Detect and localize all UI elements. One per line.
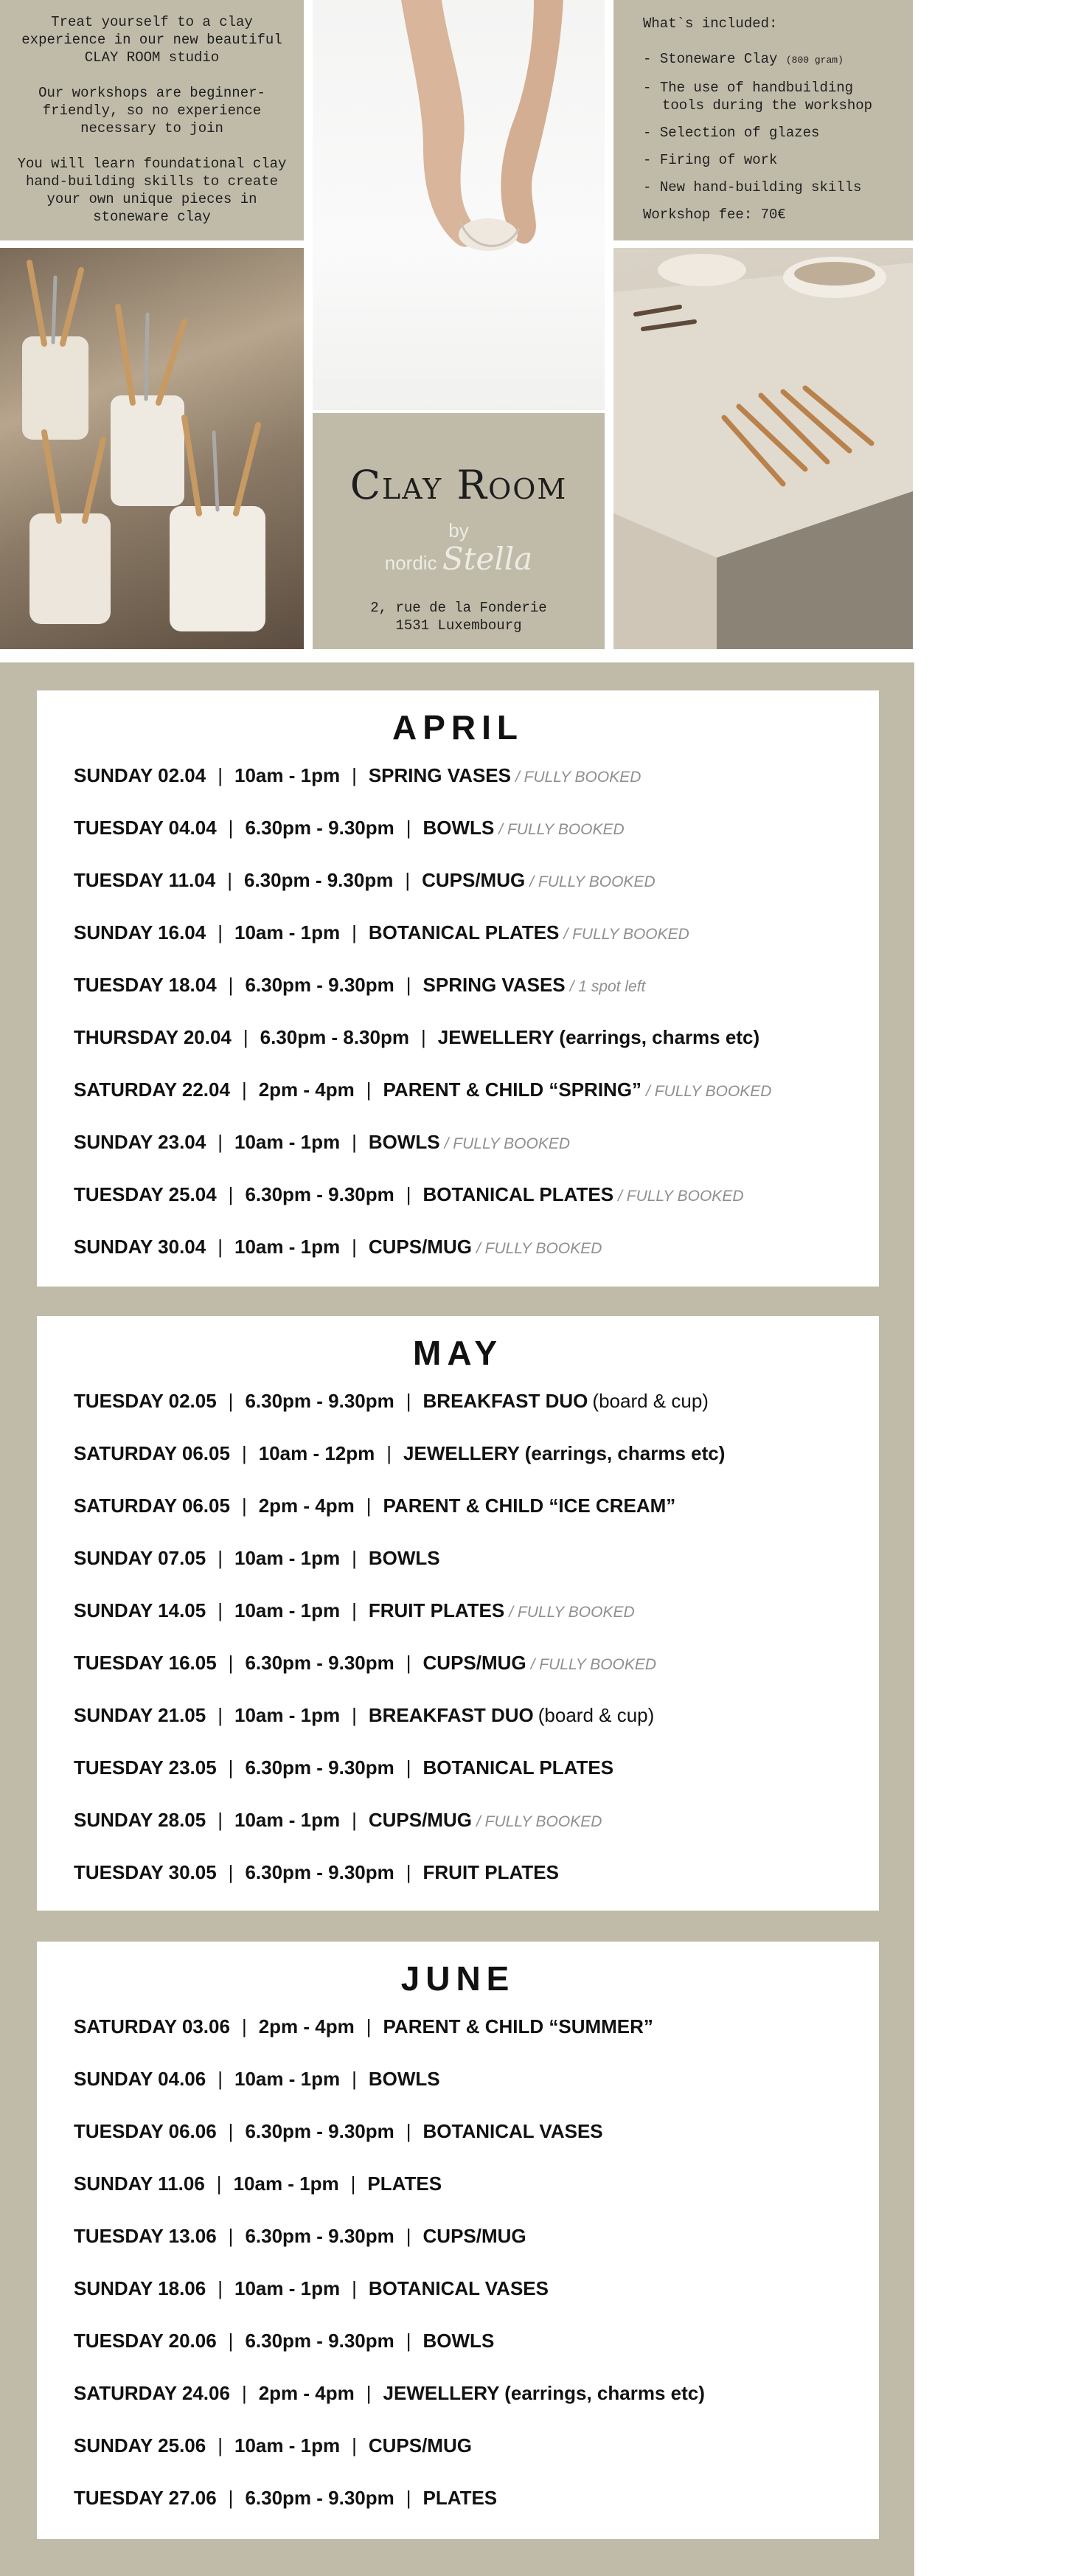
separator: | (218, 1599, 223, 1621)
event-date: TUESDAY 27.06 (74, 2487, 217, 2509)
event-title: CUPS/MUG (422, 869, 526, 891)
event-row (74, 2210, 879, 2262)
event-row (74, 1794, 879, 1846)
event-row (74, 1689, 879, 1742)
month-title: APRIL (392, 708, 524, 747)
separator: | (218, 1236, 223, 1258)
separator: | (406, 974, 411, 996)
event-row (74, 2472, 879, 2524)
event-date: SATURDAY 24.06 (74, 2382, 230, 2404)
availability-note: / FULLY BOOKED (444, 1135, 571, 1152)
separator: | (406, 1652, 411, 1674)
separator: | (366, 2382, 372, 2404)
event-time: 6.30pm - 9.30pm (245, 1652, 394, 1674)
event-date: TUESDAY 23.05 (74, 1756, 217, 1779)
event-time: 6.30pm - 9.30pm (245, 2330, 394, 2352)
event-date: SUNDAY 11.06 (74, 2172, 205, 2195)
event-time: 10am - 1pm (234, 2068, 341, 2090)
separator: | (406, 1390, 411, 1412)
event-time: 10am - 1pm (234, 921, 341, 944)
included-item: - New hand-building skills (643, 179, 862, 195)
event-row (74, 2158, 879, 2210)
event-time: 10am - 1pm (234, 2277, 341, 2299)
event-row (74, 2001, 879, 2053)
tool-pots-illustration (0, 248, 304, 649)
event-time: 10am - 1pm (234, 1131, 341, 1153)
event-row (74, 2420, 879, 2472)
brand-logo-subtitle (313, 541, 605, 577)
event-time: 10am - 12pm (258, 1442, 375, 1464)
brand-script: Stella (442, 541, 533, 577)
event-date: SUNDAY 25.06 (74, 2434, 206, 2456)
separator: | (216, 2172, 222, 2195)
event-title: BOWLS (368, 1547, 440, 1569)
tools-photo (0, 248, 304, 649)
included-item: - Firing of work (643, 152, 778, 168)
separator: | (405, 869, 411, 891)
event-title: PLATES (367, 2172, 442, 2195)
event-time: 6.30pm - 9.30pm (245, 1183, 394, 1205)
event-title: CUPS/MUG (368, 1236, 472, 1258)
event-title: SPRING VASES (368, 764, 511, 786)
event-date: TUESDAY 20.06 (74, 2330, 217, 2352)
separator: | (350, 2172, 356, 2195)
event-title: BOWLS (368, 1131, 440, 1153)
event-time: 6.30pm - 9.30pm (245, 2487, 394, 2509)
separator: | (218, 2068, 223, 2090)
hands-clay-photo (313, 0, 605, 410)
separator: | (366, 1495, 372, 1517)
event-date: SATURDAY 06.05 (74, 1495, 230, 1517)
event-row (74, 2105, 879, 2158)
separator: | (241, 1495, 247, 1517)
separator: | (218, 921, 223, 944)
separator: | (352, 1704, 357, 1726)
event-row (74, 1480, 879, 1532)
address-line-2: 1531 Luxembourg (395, 617, 522, 634)
event-title: PLATES (422, 2487, 498, 2509)
availability-note: / 1 spot left (569, 978, 646, 995)
event-row (74, 1846, 879, 1899)
workbench-illustration (613, 248, 913, 649)
availability-note: / FULLY BOOKED (515, 769, 641, 786)
included-item: - The use of handbuilding tools during the workshop (643, 80, 873, 114)
separator: | (352, 1236, 357, 1258)
event-time: 6.30pm - 9.30pm (245, 1861, 394, 1883)
separator: | (228, 1183, 234, 1205)
included-item: - Selection of glazes (643, 125, 820, 141)
separator: | (352, 2068, 357, 2090)
event-row (74, 959, 879, 1011)
event-row (74, 1375, 879, 1427)
event-row (74, 2053, 879, 2105)
month-card-june (37, 1942, 879, 2539)
event-row (74, 1585, 879, 1637)
event-title: BOTANICAL PLATES (422, 1183, 614, 1205)
event-date: TUESDAY 30.05 (74, 1861, 217, 1883)
workbench-photo (613, 248, 913, 649)
event-title: BOTANICAL VASES (368, 2277, 549, 2299)
event-time: 6.30pm - 9.30pm (245, 2225, 394, 2247)
event-time: 2pm - 4pm (258, 1078, 355, 1101)
event-time: 6.30pm - 9.30pm (245, 974, 394, 996)
event-date: THURSDAY 20.04 (74, 1026, 232, 1048)
event-title: BREAKFAST DUO (422, 1390, 588, 1412)
availability-note: / FULLY BOOKED (529, 873, 656, 890)
event-row (74, 907, 879, 959)
event-time: 6.30pm - 8.30pm (260, 1026, 409, 1048)
schedule-section (0, 662, 914, 2576)
availability-note: / FULLY BOOKED (509, 1604, 635, 1621)
event-row (74, 1011, 879, 1064)
event-title: SPRING VASES (422, 974, 566, 996)
event-date: TUESDAY 16.05 (74, 1652, 217, 1674)
brand-logo-title: Clay Room (350, 462, 568, 508)
event-time: 10am - 1pm (234, 1547, 341, 1569)
event-date: TUESDAY 25.04 (74, 1183, 217, 1205)
separator: | (218, 1131, 223, 1153)
logo-panel (313, 413, 605, 649)
event-date: SUNDAY 18.06 (74, 2277, 206, 2299)
separator: | (366, 1078, 372, 1101)
included-item-text: Selection of glazes (659, 125, 820, 141)
event-list (74, 1375, 879, 1899)
separator: | (406, 1756, 411, 1779)
event-date: SATURDAY 22.04 (74, 1078, 230, 1101)
event-date: SATURDAY 03.06 (74, 2015, 230, 2037)
included-list (643, 50, 883, 196)
event-row (74, 1532, 879, 1585)
separator: | (420, 1026, 426, 1048)
event-date: SUNDAY 30.04 (74, 1236, 206, 1258)
separator: | (228, 2225, 234, 2247)
separator: | (228, 1390, 234, 1412)
event-title: BOWLS (368, 2068, 440, 2090)
event-title: BOTANICAL VASES (422, 2120, 603, 2142)
event-list (74, 2001, 879, 2524)
event-date: TUESDAY 18.04 (74, 974, 217, 996)
event-row (74, 2315, 879, 2367)
separator: | (228, 1756, 234, 1779)
event-time: 10am - 1pm (234, 764, 341, 786)
month-card-april (37, 690, 879, 1287)
event-time: 10am - 1pm (234, 1599, 341, 1621)
separator: | (218, 1809, 223, 1831)
event-date: TUESDAY 06.06 (74, 2120, 217, 2142)
event-title: PARENT & CHILD “ICE CREAM” (383, 1495, 676, 1517)
separator: | (352, 2434, 357, 2456)
separator: | (241, 1078, 247, 1101)
brand-logo-by: by (448, 519, 469, 541)
month-card-may (37, 1316, 879, 1911)
included-item-text: New hand-building skills (659, 179, 862, 195)
event-title: CUPS/MUG (368, 1809, 472, 1831)
event-time: 6.30pm - 9.30pm (245, 1390, 394, 1412)
separator: | (218, 2434, 223, 2456)
separator: | (228, 1652, 234, 1674)
studio-address (313, 599, 605, 634)
event-title: BOWLS (422, 817, 495, 839)
separator: | (227, 869, 232, 891)
event-title: JEWELLERY (earrings, charms etc) (437, 1026, 760, 1048)
event-time: 2pm - 4pm (258, 2015, 355, 2037)
included-panel (613, 0, 913, 240)
event-title: BOWLS (422, 2330, 495, 2352)
brand-prefix: nordic (384, 552, 437, 574)
event-row (74, 749, 879, 802)
event-date: SUNDAY 04.06 (74, 2068, 206, 2090)
workshop-fee: Workshop fee: 70€ (643, 207, 786, 223)
availability-note: / FULLY BOOKED (563, 926, 689, 943)
event-date: SATURDAY 06.05 (74, 1442, 230, 1464)
included-heading: What`s included: (643, 15, 778, 32)
event-title: PARENT & CHILD “SPRING” (383, 1078, 642, 1101)
event-date: SUNDAY 21.05 (74, 1704, 206, 1726)
event-date: SUNDAY 14.05 (74, 1599, 206, 1621)
event-title: PARENT & CHILD “SUMMER” (383, 2015, 653, 2037)
address-line-1: 2, rue de la Fonderie (370, 600, 547, 616)
event-row (74, 2367, 879, 2420)
event-title: BOTANICAL PLATES (368, 921, 560, 944)
separator: | (352, 1547, 357, 1569)
event-title: CUPS/MUG (422, 1652, 526, 1674)
separator: | (228, 2487, 234, 2509)
availability-note: / FULLY BOOKED (646, 1083, 772, 1100)
event-date: TUESDAY 13.06 (74, 2225, 217, 2247)
availability-note: / FULLY BOOKED (476, 1240, 602, 1257)
separator: | (218, 2277, 223, 2299)
event-title: BOTANICAL PLATES (422, 1756, 614, 1779)
included-item: - Stoneware Clay (800 gram) (643, 51, 844, 67)
event-row (74, 1637, 879, 1689)
event-time: 2pm - 4pm (258, 2382, 355, 2404)
event-row (74, 1116, 879, 1168)
separator: | (241, 2015, 247, 2037)
availability-note: / FULLY BOOKED (476, 1813, 602, 1830)
separator: | (228, 974, 234, 996)
separator: | (406, 2487, 411, 2509)
intro-panel (0, 0, 304, 240)
separator: | (406, 2225, 411, 2247)
event-title: JEWELLERY (earrings, charms etc) (403, 1442, 726, 1464)
event-date: SUNDAY 28.05 (74, 1809, 206, 1831)
hands-illustration (313, 0, 605, 410)
event-row (74, 1221, 879, 1273)
separator: | (352, 921, 357, 944)
month-title: MAY (413, 1334, 503, 1372)
event-title: CUPS/MUG (422, 2225, 526, 2247)
event-time: 6.30pm - 9.30pm (244, 869, 394, 891)
separator: | (228, 2330, 234, 2352)
event-time: 6.30pm - 9.30pm (245, 817, 394, 839)
separator: | (243, 1026, 248, 1048)
event-time: 10am - 1pm (234, 1809, 341, 1831)
event-row (74, 2262, 879, 2315)
event-time: 2pm - 4pm (258, 1495, 355, 1517)
separator: | (352, 764, 357, 786)
separator: | (241, 2382, 247, 2404)
event-title: FRUIT PLATES (368, 1599, 505, 1621)
event-date: SUNDAY 23.04 (74, 1131, 206, 1153)
separator: | (406, 2120, 411, 2142)
event-time: 6.30pm - 9.30pm (245, 1756, 394, 1779)
event-date: SUNDAY 16.04 (74, 921, 206, 944)
availability-note: / FULLY BOOKED (498, 821, 625, 838)
separator: | (218, 764, 223, 786)
intro-paragraph-2: Our workshops are beginner-friendly, so no experience necessary to join (38, 85, 265, 136)
event-time: 10am - 1pm (234, 1704, 341, 1726)
included-item-text: Stoneware Clay (659, 51, 778, 67)
event-row (74, 1427, 879, 1480)
included-item-note: (800 gram) (785, 55, 844, 66)
separator: | (228, 1861, 234, 1883)
event-title: BREAKFAST DUO (368, 1704, 534, 1726)
event-title: FRUIT PLATES (422, 1861, 559, 1883)
separator: | (352, 1809, 357, 1831)
separator: | (386, 1442, 392, 1464)
included-item-text: The use of handbuilding tools during the workshop (659, 80, 873, 114)
event-title: CUPS/MUG (368, 2434, 472, 2456)
separator: | (228, 2120, 234, 2142)
event-time: 6.30pm - 9.30pm (245, 2120, 394, 2142)
event-date: SUNDAY 07.05 (74, 1547, 206, 1569)
separator: | (406, 817, 411, 839)
month-title: JUNE (400, 1959, 515, 1998)
availability-note: / FULLY BOOKED (618, 1188, 744, 1205)
event-date: TUESDAY 04.04 (74, 817, 217, 839)
event-time: 10am - 1pm (233, 2172, 339, 2195)
availability-note: / FULLY BOOKED (530, 1656, 657, 1673)
separator: | (406, 1861, 411, 1883)
separator: | (218, 1704, 223, 1726)
separator: | (218, 1547, 223, 1569)
event-title: JEWELLERY (earrings, charms etc) (383, 2382, 705, 2404)
intro-paragraph-3: You will learn foundational clay hand-building skills to create your own unique pieces in stoneware clay (17, 156, 287, 225)
event-date: TUESDAY 02.05 (74, 1390, 217, 1412)
event-time: 10am - 1pm (234, 2434, 341, 2456)
event-date: TUESDAY 11.04 (74, 869, 216, 891)
separator: | (406, 2330, 411, 2352)
event-row (74, 1064, 879, 1116)
separator: | (366, 2015, 372, 2037)
separator: | (228, 817, 234, 839)
separator: | (352, 1599, 357, 1621)
event-extra: (board & cup) (592, 1390, 709, 1412)
separator: | (352, 1131, 357, 1153)
event-date: SUNDAY 02.04 (74, 764, 206, 786)
event-extra: (board & cup) (538, 1704, 655, 1726)
event-row (74, 1742, 879, 1794)
intro-paragraph-1: Treat yourself to a clay experience in our new beautiful CLAY ROOM studio (21, 14, 282, 66)
event-row (74, 854, 879, 907)
separator: | (406, 1183, 411, 1205)
event-list (74, 749, 879, 1273)
included-item-text: Firing of work (659, 152, 778, 168)
event-row (74, 802, 879, 854)
separator: | (241, 1442, 247, 1464)
event-row (74, 1168, 879, 1221)
event-time: 10am - 1pm (234, 1236, 341, 1258)
separator: | (352, 2277, 357, 2299)
